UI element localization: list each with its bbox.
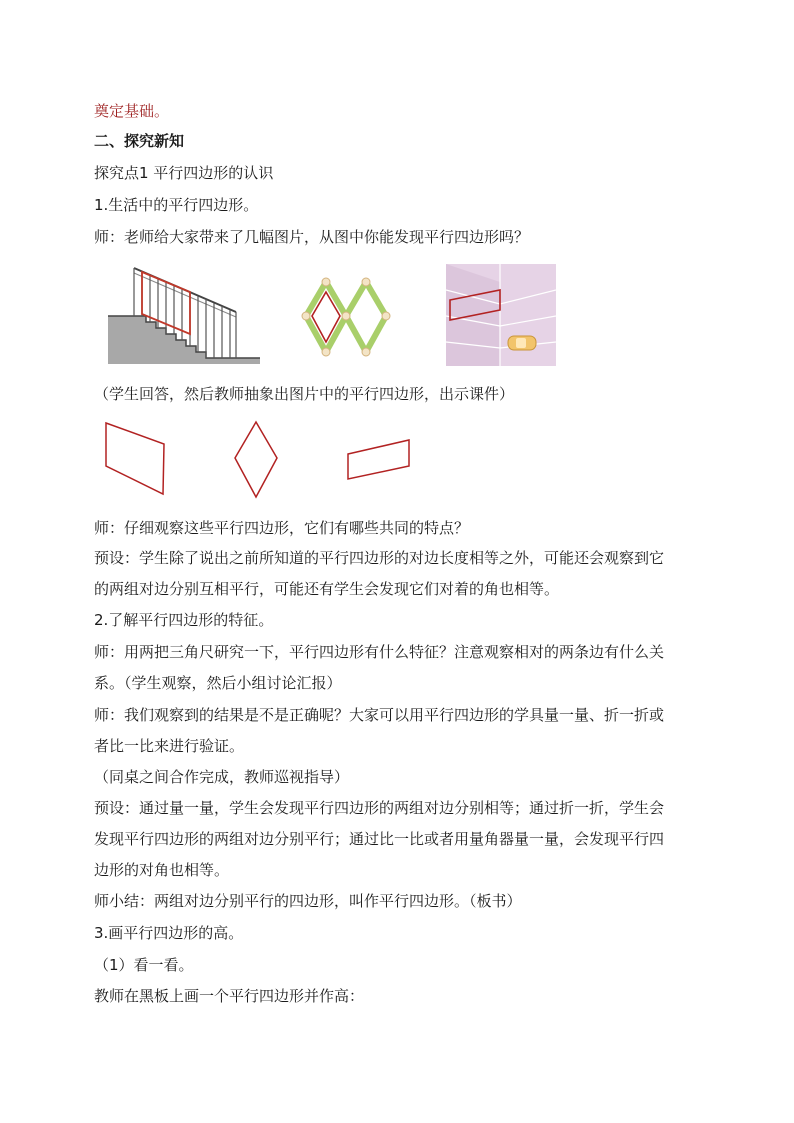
text-line: （学生回答，然后教师抽象出图片中的平行四边形，出示课件） — [94, 385, 515, 403]
text-line: 预设：学生除了说出之前所知道的平行四边形的对边长度相等之外，可能还会观察到它 — [94, 549, 665, 567]
parallelogram-shape-1 — [100, 418, 170, 498]
text-line: 师：我们观察到的结果是不是正确呢？大家可以用平行四边形的学具量一量、折一折或 — [94, 706, 665, 724]
text-line: 系。（学生观察，然后小组讨论汇报） — [94, 674, 342, 692]
section-heading: 二、探究新知 — [94, 132, 185, 150]
text-line: （同桌之间合作完成，教师巡视指导） — [94, 768, 350, 786]
text-line: 的两组对边分别互相平行，可能还有学生会发现它们对着的角也相等。 — [94, 580, 560, 598]
text-line: 边形的对角也相等。 — [94, 861, 230, 879]
text-line: 师：用两把三角尺研究一下，平行四边形有什么特征？注意观察相对的两条边有什么关 — [94, 643, 665, 661]
rhombus-shape — [232, 418, 282, 500]
text-line: 1.生活中的平行四边形。 — [94, 196, 259, 214]
staircase-railing-image — [106, 264, 262, 364]
text-line: 奠定基础。 — [94, 102, 170, 120]
text-line: 者比一比来进行验证。 — [94, 737, 245, 755]
text-line: 师：老师给大家带来了几幅图片，从图中你能发现平行四边形吗？ — [94, 228, 530, 246]
text-line: 3.画平行四边形的高。 — [94, 924, 244, 942]
text-line: 2.了解平行四边形的特征。 — [94, 611, 274, 629]
text-line: 师小结：两组对边分别平行的四边形，叫作平行四边形。（板书） — [94, 892, 522, 910]
text-line: 探究点1 平行四边形的认识 — [94, 164, 274, 182]
text-line: （1）看一看。 — [94, 956, 194, 974]
text-line: 教师在黑板上画一个平行四边形并作高： — [94, 987, 365, 1005]
parallelogram-shape-2 — [344, 436, 414, 482]
text-line: 预设：通过量一量，学生会发现平行四边形的两组对边分别相等；通过折一折，学生会 — [94, 799, 665, 817]
text-line: 师：仔细观察这些平行四边形，它们有哪些共同的特点？ — [94, 519, 470, 537]
text-line: 发现平行四边形的两组对边分别平行；通过比一比或者用量角器量一量，会发现平行四 — [94, 830, 665, 848]
lattice-sticks-image — [298, 274, 408, 360]
wall-car-image — [446, 264, 556, 366]
